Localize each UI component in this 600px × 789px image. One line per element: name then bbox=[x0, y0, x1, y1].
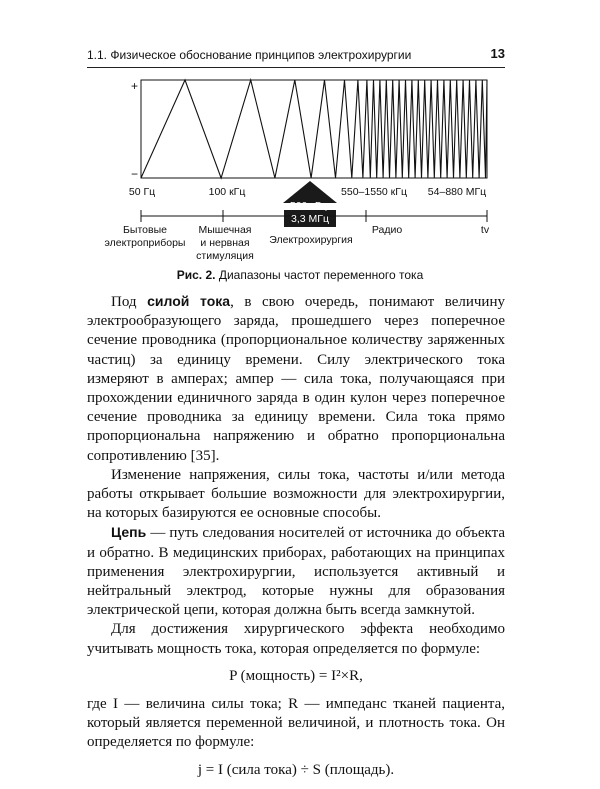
caption-text: Диапазоны частот переменного тока bbox=[218, 268, 424, 282]
term-current: силой тока bbox=[147, 293, 231, 309]
band-household: Бытовые электроприборы bbox=[104, 224, 186, 249]
band-electrosurgery: Электрохирургия bbox=[269, 234, 353, 246]
paragraph-circuit: Цепь — путь следования носителей от источника до объекта и обратно. В медицинских приборах, работающих на принципах применения электрохирургии, используется активный и нейтральный электрод, которые нужны для образования электрической цепи, которая должна быть всегда замкнутой. bbox=[87, 524, 505, 619]
body-text bbox=[87, 292, 505, 789]
electrosurgery-range-line1: 500 кГц- bbox=[289, 200, 331, 212]
freq-label-100khz: 100 кГц bbox=[208, 186, 246, 198]
running-title: 1.1. Физическое обоснование принципов электрохирургии bbox=[87, 48, 412, 62]
page-number: 13 bbox=[490, 46, 505, 61]
formula-density: j = I (сила тока) ÷ S (площадь). bbox=[197, 761, 395, 778]
caption-number: Рис. 2. bbox=[176, 268, 216, 282]
freq-label-50hz: 50 Гц bbox=[128, 186, 156, 198]
formula-power: P (мощность) = I²×R, bbox=[229, 667, 363, 684]
paragraph-impedance: где I — величина силы тока; R — импеданс тканей пациента, который является переменной величиной, и плотность тока. Он определяется по формуле: bbox=[87, 696, 505, 751]
paragraph-power: Для достижения хирургического эффекта необходимо учитывать мощность тока, которая определяется по формуле: bbox=[87, 621, 505, 657]
band-tv: tv bbox=[480, 224, 490, 236]
frequency-figure bbox=[0, 0, 600, 290]
figure-caption bbox=[0, 268, 600, 282]
band-radio: Радио bbox=[371, 224, 403, 236]
paragraph-current: Под силой тока, в свою очередь, понимают величину электрообразующего заряда, прошедшего через поперечное сечение проводника (пропорциональное количеству заряженных частиц) за единицу времени. Силу электрического тока измеряют в амперах; ампер — сила тока, получающаяся при прохождении единичного заряда в один кулон через поперечное сечение проводника за единицу времени. Сила тока прямо пропорциональна напряжению и обратно пропорциональна сопротивлению [35]. bbox=[87, 293, 505, 464]
paragraph-variation: Изменение напряжения, силы тока, частоты и/или метода работы открывает большие возможности для электрохирургии, на которых базируются ее основные способы. bbox=[87, 466, 505, 522]
electrosurgery-range-line2: 3,3 МГц bbox=[291, 213, 329, 225]
freq-label-radio: 550–1550 кГц bbox=[341, 186, 407, 198]
y-axis-minus: − bbox=[131, 167, 139, 181]
y-axis-plus: + bbox=[131, 79, 139, 93]
waveform-line bbox=[141, 80, 487, 178]
term-circuit: Цепь bbox=[111, 524, 147, 541]
freq-label-tv: 54–880 МГц bbox=[427, 186, 487, 198]
band-stimulation: Мышечная и нервная стимуляция bbox=[196, 224, 254, 262]
